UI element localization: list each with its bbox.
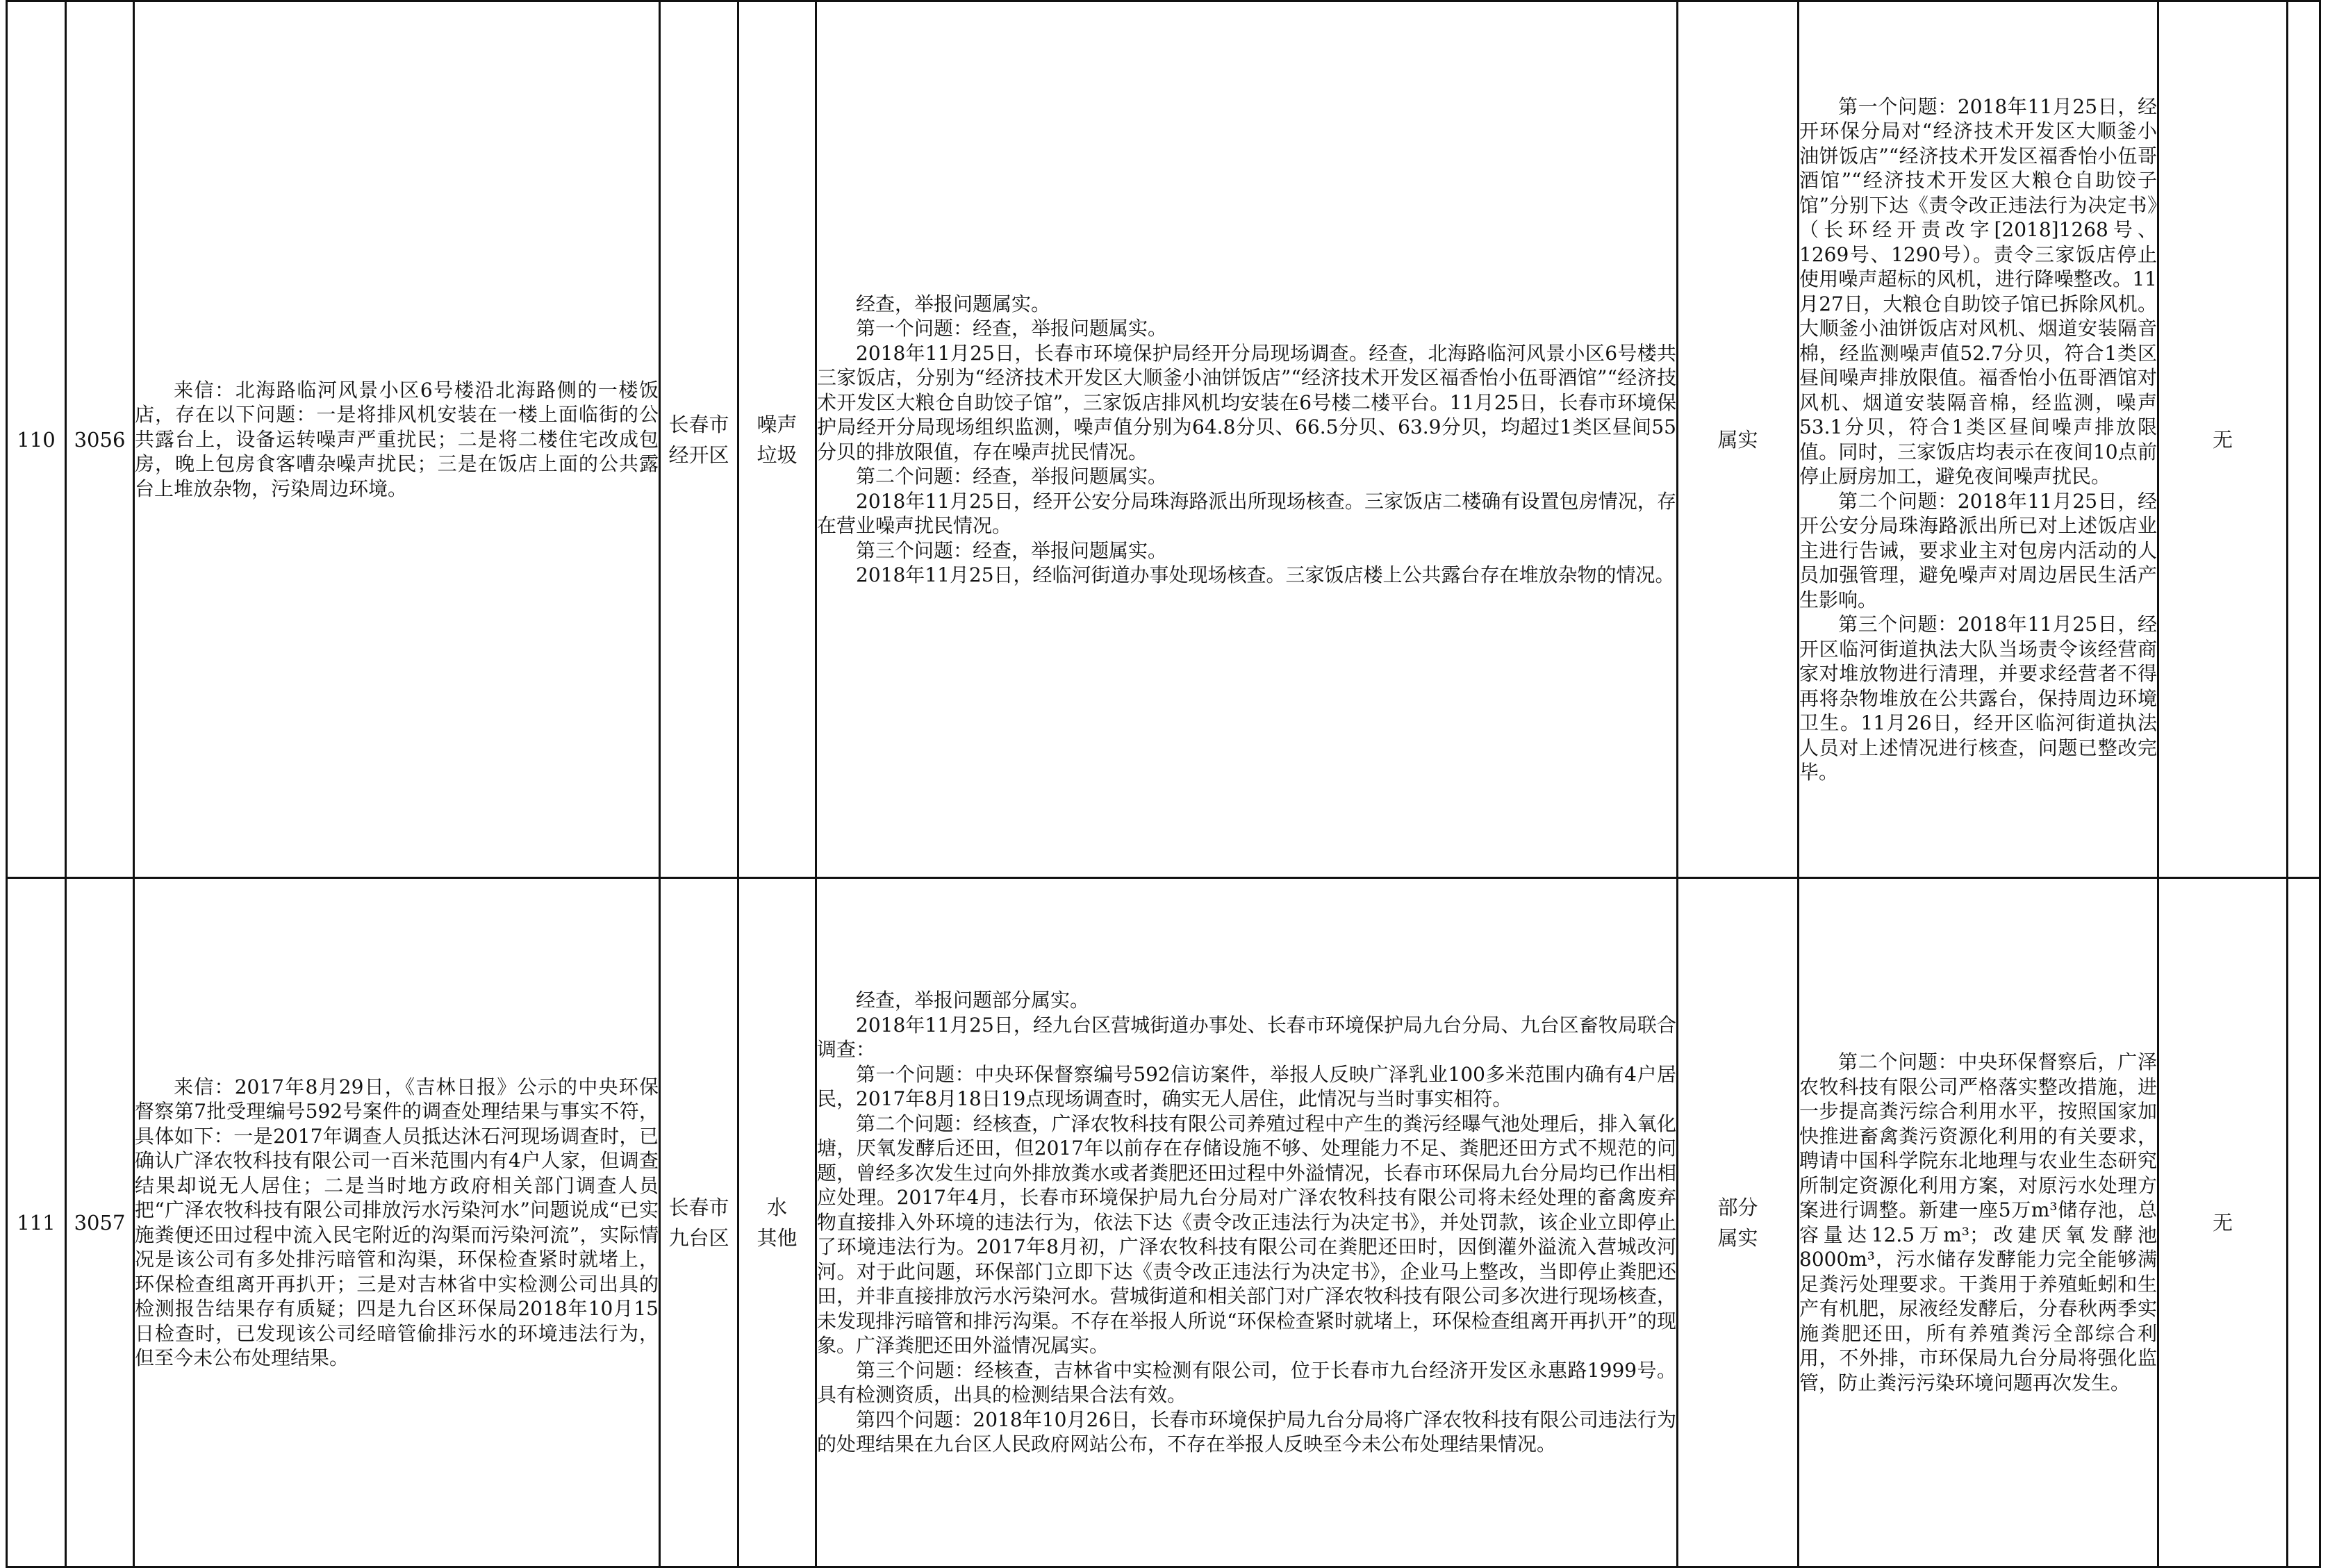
accountability-cell: 无: [2158, 878, 2288, 1567]
rectification-cell: [1799, 878, 2158, 1567]
pollution-type-line: 水: [766, 1195, 787, 1219]
pollution-type-cell: [738, 878, 816, 1567]
verdict-line: 部分: [1717, 1195, 1758, 1219]
investigation-paragraph: 2018年11月25日，经临河街道办事处现场核查。三家饭店楼上公共露台存在堆放杂物的情况。: [856, 563, 1675, 586]
investigation-cell: [816, 878, 1678, 1567]
table-row: [7, 1, 2320, 878]
district-line: 经开区: [668, 443, 729, 467]
investigation-paragraph: 经查，举报问题属实。: [856, 292, 1051, 315]
verdict-cell: [1678, 878, 1799, 1567]
row-number: 110: [7, 1, 66, 878]
accountability-cell: 无: [2158, 1, 2288, 878]
district-line: 长春市: [668, 412, 729, 436]
rectification-paragraph: 第一个问题：2018年11月25日，经开环保分局对“经济技术开发区大顺釜小油饼饭店”“经济技术开发区福香怡小伍哥酒馆”“经济技术开发区大粮仓自助饺子馆”分别下达《责令改正违法行为决定书》（长环经开责改字[2018]1268号、1269号、1290号）。责令三家饭店停止使用噪声超标的风机，进行降噪整改。11月27日，大粮仓自助饺子馆已拆除风机。大顺釜小油饼饭店对风机、烟道安装隔音棉，经监测噪声值52.7分贝，符合1类区昼间噪声排放限值。福香怡小伍哥酒馆对风机、烟道安装隔音棉，经监测，噪声53.1分贝，符合1类区昼间噪声排放限值。同时，三家饭店均表示在夜间10点前停止厨房加工，避免夜间噪声扰民。: [1799, 94, 2157, 488]
rectification-paragraph: 第三个问题：2018年11月25日，经开区临河街道执法大队当场责令该经营商家对堆放物进行清理，并要求经营者不得再将杂物堆放在公共露台，保持周边环境卫生。11月26日，经开区临河街道执法人员对上述情况进行核查，问题已整改完毕。: [1799, 613, 2157, 784]
case-id: 3056: [66, 1, 134, 878]
verdict-cell: 属实: [1678, 1, 1799, 878]
investigation-paragraph: 2018年11月25日，经九台区营城街道办事处、长春市环境保护局九台分局、九台区畜牧局联合调查：: [817, 1013, 1676, 1062]
remark-cell: [2288, 1, 2320, 878]
investigation-cell: [816, 1, 1678, 878]
pollution-type-line: 其他: [757, 1225, 798, 1250]
pollution-type-cell: [738, 1, 816, 878]
district-line: 九台区: [668, 1225, 729, 1250]
investigation-paragraph: 2018年11月25日，经开公安分局珠海路派出所现场核查。三家饭店二楼确有设置包房情况，存在营业噪声扰民情况。: [817, 489, 1676, 537]
case-id: 3057: [66, 878, 134, 1567]
pollution-type-line: 垃圾: [757, 443, 798, 467]
row-number: 111: [7, 878, 66, 1567]
complaint-cell: [134, 1, 660, 878]
pollution-type-line: 噪声: [757, 412, 798, 436]
rectification-cell: [1799, 1, 2158, 878]
investigation-paragraph: 2018年11月25日，长春市环境保护局经开分局现场调查。经查，北海路临河风景小区6号楼共三家饭店，分别为“经济技术开发区大顺釜小油饼饭店”“经济技术开发区福香怡小伍哥酒馆”“经济技术开发区大粮仓自助饺子馆”，三家饭店排风机均安装在6号楼二楼平台。11月25日，长春市环境保护局经开分局现场组织监测，噪声值分别为64.8分贝、66.5分贝、63.9分贝，均超过1类区昼间55分贝的排放限值，存在噪声扰民情况。: [817, 341, 1676, 463]
district-line: 长春市: [668, 1195, 729, 1219]
district-cell: [660, 1, 738, 878]
investigation-paragraph: 经查，举报问题部分属实。: [856, 989, 1090, 1012]
table-row: [7, 878, 2320, 1567]
rectification-paragraph: 第二个问题：2018年11月25日，经开公安分局珠海路派出所已对上述饭店业主进行告诫，要求业主对包房内活动的人员加强管理，避免噪声对周边居民生活产生影响。: [1799, 489, 2157, 611]
district-cell: [660, 878, 738, 1567]
investigation-paragraph: 第四个问题：2018年10月26日，长春市环境保护局九台分局将广泽农牧科技有限公司违法行为的处理结果在九台区人民政府网站公布，不存在举报人反映至今未公布处理结果情况。: [817, 1408, 1676, 1456]
petition-table: [6, 0, 2321, 1568]
rectification-paragraph: 第二个问题：中央环保督察后，广泽农牧科技有限公司严格落实整改措施，进一步提高粪污综合利用水平，按照国家加快推进畜禽粪污资源化利用的有关要求，聘请中国科学院东北地理与农业生态研究所制定资源化利用方案，对原污水处理方案进行调整。新建一座5万m³储存池，总容量达12.5万m³；改建厌氧发酵池8000m³，污水储存发酵能力完全能够满足粪污处理要求。干粪用于养殖蚯蚓和生产有机肥，尿液经发酵后，分春秋两季实施粪肥还田，所有养殖粪污全部综合利用，不外排，市环保局九台分局将强化监管，防止粪污污染环境问题再次发生。: [1799, 1050, 2157, 1394]
remark-cell: [2288, 878, 2320, 1567]
investigation-paragraph: 第三个问题：经查，举报问题属实。: [856, 538, 1168, 562]
complaint-cell: [134, 878, 660, 1567]
investigation-paragraph: 第三个问题：经核查，吉林省中实检测有限公司，位于长春市九台经济开发区永惠路1999号。具有检测资质，出具的检测结果合法有效。: [817, 1358, 1676, 1407]
investigation-paragraph: 第一个问题：经查，举报问题属实。: [856, 317, 1168, 340]
investigation-paragraph: 第二个问题：经核查，广泽农牧科技有限公司养殖过程中产生的粪污经曝气池处理后，排入氧化塘，厌氧发酵后还田，但2017年以前存在存储设施不够、处理能力不足、粪肥还田方式不规范的问题，曾经多次发生过向外排放粪水或者粪肥还田过程中外溢情况，长春市环保局九台分局均已作出相应处理。2017年4月，长春市环境保护局九台分局对广泽农牧科技有限公司将未经处理的畜禽废弃物直接排入外环境的违法行为，依法下达《责令改正违法行为决定书》，并处罚款，该企业立即停止了环境违法行为。2017年8月初，广泽农牧科技有限公司在粪肥还田时，因倒灌外溢流入营城改河河。对于此问题，环保部门立即下达《责令改正违法行为决定书》，企业马上整改，当即停止粪肥还田，并非直接排放污水污染河水。营城街道和相关部门对广泽农牧科技有限公司多次进行现场核查，未发现排污暗管和排污沟渠。不存在举报人所说“环保检查紧时就堵上，环保检查组离开再扒开”的现象。广泽粪肥还田外溢情况属实。: [817, 1112, 1676, 1357]
investigation-paragraph: 第一个问题：中央环保督察编号592信访案件，举报人反映广泽乳业100多米范围内确有4户居民，2017年8月18日19点现场调查时，确实无人居住，此情况与当时事实相符。: [817, 1062, 1676, 1111]
complaint-text: 来信：北海路临河风景小区6号楼沿北海路侧的一楼饭店，存在以下问题：一是将排风机安装在一楼上面临街的公共露台上，设备运转噪声严重扰民；二是将二楼住宅改成包房，晚上包房食客嘈杂噪声扰民；三是在饭店上面的公共露台上堆放杂物，污染周边环境。: [135, 378, 659, 500]
verdict-line: 属实: [1717, 1225, 1758, 1250]
complaint-text: 来信：2017年8月29日，《吉林日报》公示的中央环保督察第7批受理编号592号案件的调查处理结果与事实不符，具体如下：一是2017年调查人员抵达沐石河现场调查时，已确认广泽农牧科技有限公司一百米范围内有4户人家，但调查结果却说无人居住；二是当时地方政府相关部门调查人员把“广泽农牧科技有限公司排放污水污染河水”问题说成“已实施粪便还田过程中流入民宅附近的沟渠而污染河流”，实际情况是该公司有多处排污暗管和沟渠，环保检查紧时就堵上，环保检查组离开再扒开；三是对吉林省中实检测公司出具的检测报告结果存有质疑；四是九台区环保局2018年10月15日检查时，已发现该公司经暗管偷排污水的环境违法行为，但至今未公布处理结果。: [135, 1075, 659, 1369]
investigation-paragraph: 第二个问题：经查，举报问题属实。: [856, 465, 1168, 488]
